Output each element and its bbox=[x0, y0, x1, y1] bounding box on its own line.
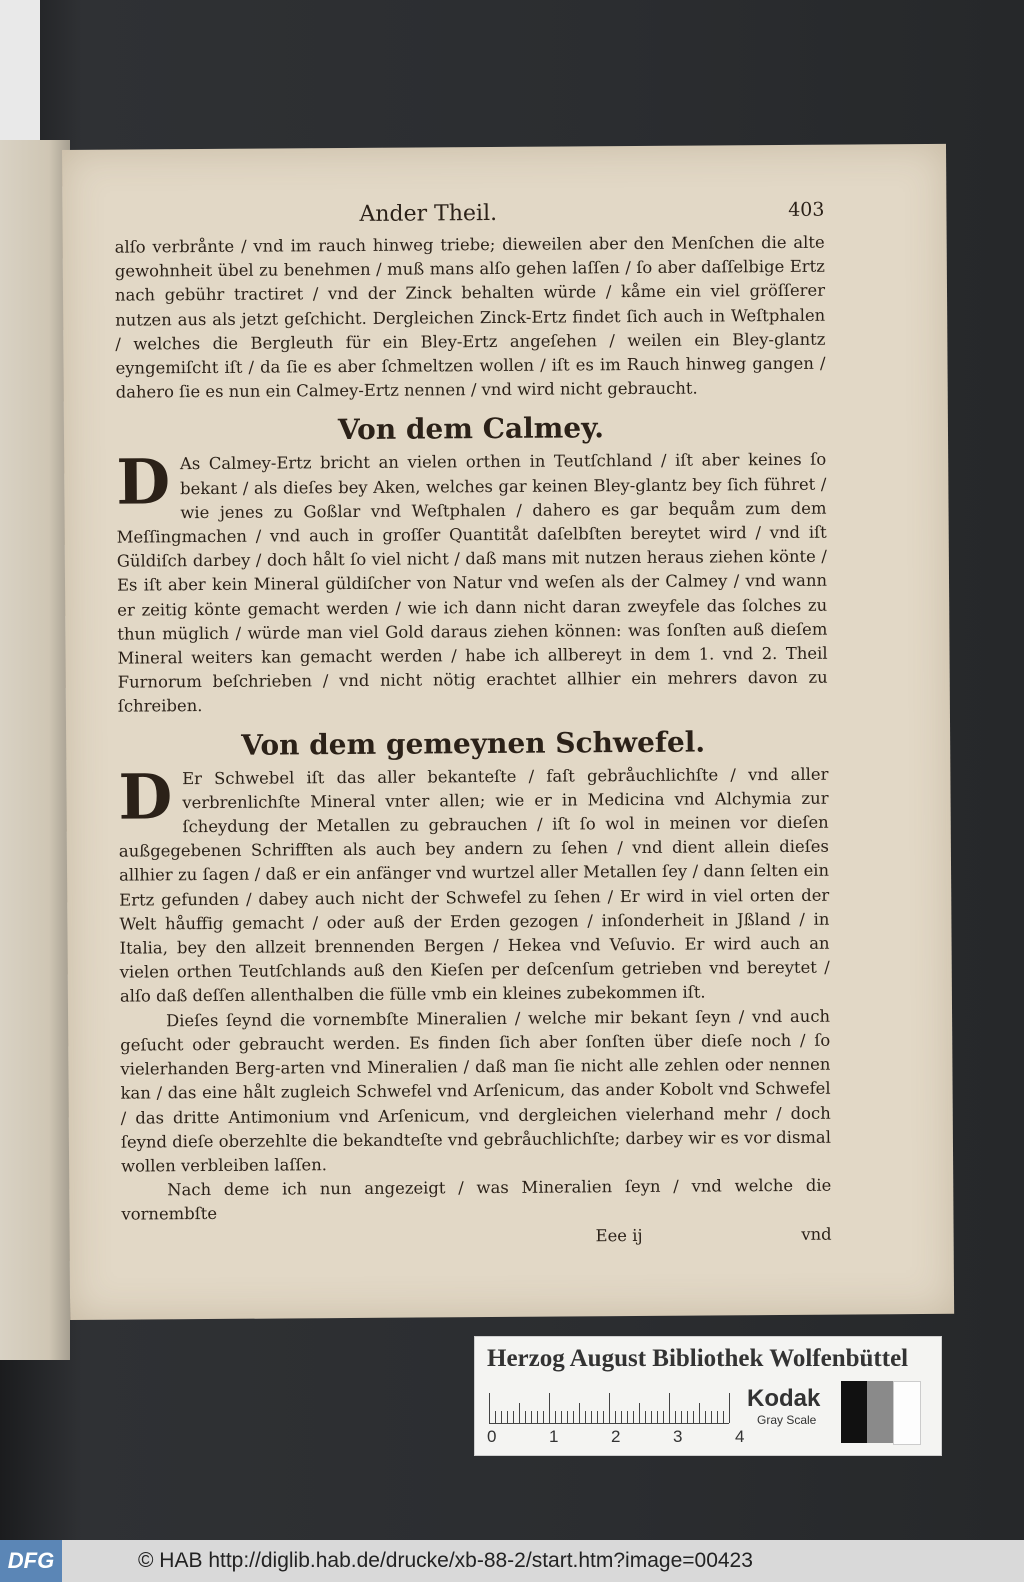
running-head bbox=[114, 195, 824, 236]
ruler-tick bbox=[555, 1411, 556, 1423]
ruler-tick bbox=[723, 1411, 724, 1423]
ruler-tick bbox=[639, 1403, 640, 1423]
ruler-tick bbox=[501, 1411, 502, 1423]
ruler-tick bbox=[663, 1411, 664, 1423]
section-heading-calmey: Von dem Calmey. bbox=[337, 411, 605, 447]
ruler-tick bbox=[711, 1411, 712, 1423]
paragraph-continued: alſo verbrånte / vnd im rauch hinweg triebe; dieweilen aber den Menſchen die alte gewohnheit übel zu benehmen / muß mans alſo gehen laſſen / ſo aber daſſelbige Ertz nach gebühr tractiret / vnd der Zinck behalten würde / kåme ein viel gröſſerer nutzen aus als jetzt geſchicht. Dergleichen Zinck-Ertz findet ſich auch in Weſtphalen / welches die Bergleuth für ein Bley-Ertz angeſehen / weilen ein Bley-glantz eyngemiſcht iſt / da ſie es aber ſchmeltzen wollen / iſt es im Rauch hinweg gangen / dahero ſie es nun ein Calmey-Ertz nennen / vnd wird nicht gebraucht. bbox=[114, 232, 826, 402]
ruler-number: 2 bbox=[611, 1427, 621, 1446]
ruler-tick bbox=[543, 1411, 544, 1423]
library-color-target bbox=[474, 1336, 942, 1456]
credit-link[interactable]: © HAB http://diglib.hab.de/drucke/xb-88-2/start.htm?image=00423 bbox=[138, 1549, 753, 1572]
gray-swatch-mid bbox=[867, 1381, 893, 1443]
gray-swatch-white bbox=[893, 1381, 921, 1445]
running-title: Ander Theil. bbox=[359, 200, 498, 227]
ruler-tick bbox=[489, 1393, 490, 1423]
paragraph-calmey bbox=[116, 445, 828, 719]
ruler-tick bbox=[525, 1411, 526, 1423]
ruler-tick bbox=[537, 1411, 538, 1423]
ruler-tick bbox=[609, 1393, 610, 1423]
facing-page-edge bbox=[0, 140, 70, 1360]
scan-margin-strip bbox=[0, 0, 40, 140]
paragraph-schwefel-text: Er Schwebel iſt das aller bekanteſte / faſt gebråuchlichſte / vnd aller verbrenlichſte Mineral vnter allen; wie er in Medicina vnd Alchymia zur ſcheydung der Metallen zu gebrauchen / iſt ſo wol in meinen vor dieſen außgegebenen Schrifften als auch bey andern zu ſehen / vnd dient allein dieſes allhier zu ſagen / daß er ein anfänger vnd wurtzel aller Metallen ſey / dann ſelten ein Ertz gefunden / dabey auch nicht der Schwefel zu ſehen / Er wird in viel orten der Welt håuffig gemacht / oder auß der Erden gezogen / inſonderheit in Jßland / in Italia, bey den allzeit brennenden Bergen / Hekea vnd Veſuvio. Er wird auch an vielen orthen Teutſchlands auß den Kieſen per deſcenſum getrieben vnd bereytet / alſo daß deſſen allenthalben die fülle vmb ein kleines zubekommen iſt. bbox=[118, 764, 830, 1007]
footer-bar bbox=[0, 1540, 1024, 1582]
ruler-tick bbox=[669, 1393, 670, 1423]
ruler-tick bbox=[603, 1411, 604, 1423]
ruler-tick bbox=[675, 1411, 676, 1423]
ruler-tick bbox=[615, 1411, 616, 1423]
ruler-tick bbox=[495, 1411, 496, 1423]
ruler-tick bbox=[585, 1411, 586, 1423]
ruler-tick bbox=[627, 1411, 628, 1423]
page-text-block bbox=[114, 195, 831, 1251]
measurement-ruler bbox=[489, 1387, 729, 1424]
ruler-tick bbox=[573, 1411, 574, 1423]
signature-mark: Eee ij bbox=[595, 1225, 643, 1245]
ruler-tick bbox=[561, 1411, 562, 1423]
ruler-tick bbox=[519, 1403, 520, 1423]
ruler-tick bbox=[567, 1411, 568, 1423]
ruler-tick bbox=[591, 1411, 592, 1423]
ruler-tick bbox=[645, 1411, 646, 1423]
ruler-tick bbox=[651, 1411, 652, 1423]
paragraph-calmey-text: As Calmey-Ertz bricht an vielen orthen in Teutſchland / iſt aber keines ſo bekant / als dieſes bey Aken, welches gar keinen Bley-glantz bey ſich führet / wie jenes zu Goßlar vnd Weſtphalen / dahero es gar bequåm zum dem Meſſingmachen / vnd auch in groſſer Quantitåt daſelbſten bereytet wird / vnd iſt Güldiſch darbey / doch hålt ſo viel nicht / daß mans mit nutzen heraus ziehen könte / Es iſt aber kein Mineral güldiſcher von Natur vnd weſen als der Calmey / vnd wann er zeitig könte gemacht werden / wie ich dann nicht daran zweyfele das ſolches zu thun müglich / würde man viel Gold daraus ziehen können: was ſonſten auß dieſem Mineral weiters kan gemacht werden / habe ich allbereyt in dem 1. vnd 2. Theil Furnorum beſchrieben / vnd nicht nötig erachtet allhier ein mehrers davon zu ſchreiben. bbox=[116, 450, 828, 717]
ruler-tick bbox=[579, 1403, 580, 1423]
paragraph-mineralien: Dieſes ſeynd die vornembſte Mineralien / welche mir bekant ſeyn / vnd auch geſucht oder gebraucht werden. Es finden ſich aber ſonſten über dieſe noch / ſo vielerhanden Berg-arten vnd Mineralien / daß man ſie nicht alle zehlen oder nennen kan / das eine hålt zugleich Schwefel vnd Arſenicum, das ander Kobolt vnd Schwefel / das dritte Antimonium vnd Arſenicum, vnd dergleichen vielerhand mehr / doch ſeynd dieſe oberzehlte die bekandteſte vnd gebråuchlichſte; darbey wir es vor dismal wollen verbleiben laſſen. bbox=[120, 1006, 831, 1176]
ruler-tick bbox=[687, 1411, 688, 1423]
page-number: 403 bbox=[788, 198, 825, 221]
ruler-tick bbox=[621, 1411, 622, 1423]
ruler-tick bbox=[705, 1411, 706, 1423]
ruler-number: 0 bbox=[487, 1427, 497, 1446]
ruler-tick bbox=[729, 1393, 730, 1423]
ruler-tick bbox=[693, 1411, 694, 1423]
paragraph-schwefel bbox=[118, 759, 830, 1009]
ruler-tick bbox=[681, 1411, 682, 1423]
dfg-logo: DFG bbox=[0, 1540, 62, 1582]
gray-scale-label: Gray Scale bbox=[757, 1413, 817, 1427]
ruler-tick bbox=[549, 1393, 550, 1423]
ruler-numbers bbox=[485, 1427, 745, 1449]
kodak-logo: Kodak bbox=[747, 1385, 821, 1412]
ruler-tick bbox=[513, 1411, 514, 1423]
ruler-tick bbox=[531, 1411, 532, 1423]
ruler-number: 4 bbox=[735, 1427, 745, 1446]
dropcap-initial: D bbox=[116, 445, 171, 520]
ruler-tick bbox=[657, 1411, 658, 1423]
gray-swatch-black bbox=[841, 1381, 867, 1443]
section-heading-schwefel: Von dem gemeynen Schwefel. bbox=[241, 725, 706, 762]
ruler-tick bbox=[699, 1403, 700, 1423]
ruler-number: 1 bbox=[549, 1427, 559, 1446]
ruler-tick bbox=[633, 1411, 634, 1423]
paragraph-last-line: Nach deme ich nun angezeigt / was Mineralien ſeyn / vnd welche die vornembſte bbox=[121, 1175, 832, 1224]
ruler-number: 3 bbox=[673, 1427, 683, 1446]
signature-line bbox=[122, 1222, 832, 1251]
dropcap-initial: D bbox=[118, 759, 173, 834]
catchword: vnd bbox=[801, 1224, 832, 1244]
ruler-tick bbox=[717, 1411, 718, 1423]
ruler-tick bbox=[597, 1411, 598, 1423]
book-page bbox=[62, 144, 954, 1320]
ruler-tick bbox=[507, 1411, 508, 1423]
library-name: Herzog August Bibliothek Wolfenbüttel bbox=[487, 1345, 909, 1372]
